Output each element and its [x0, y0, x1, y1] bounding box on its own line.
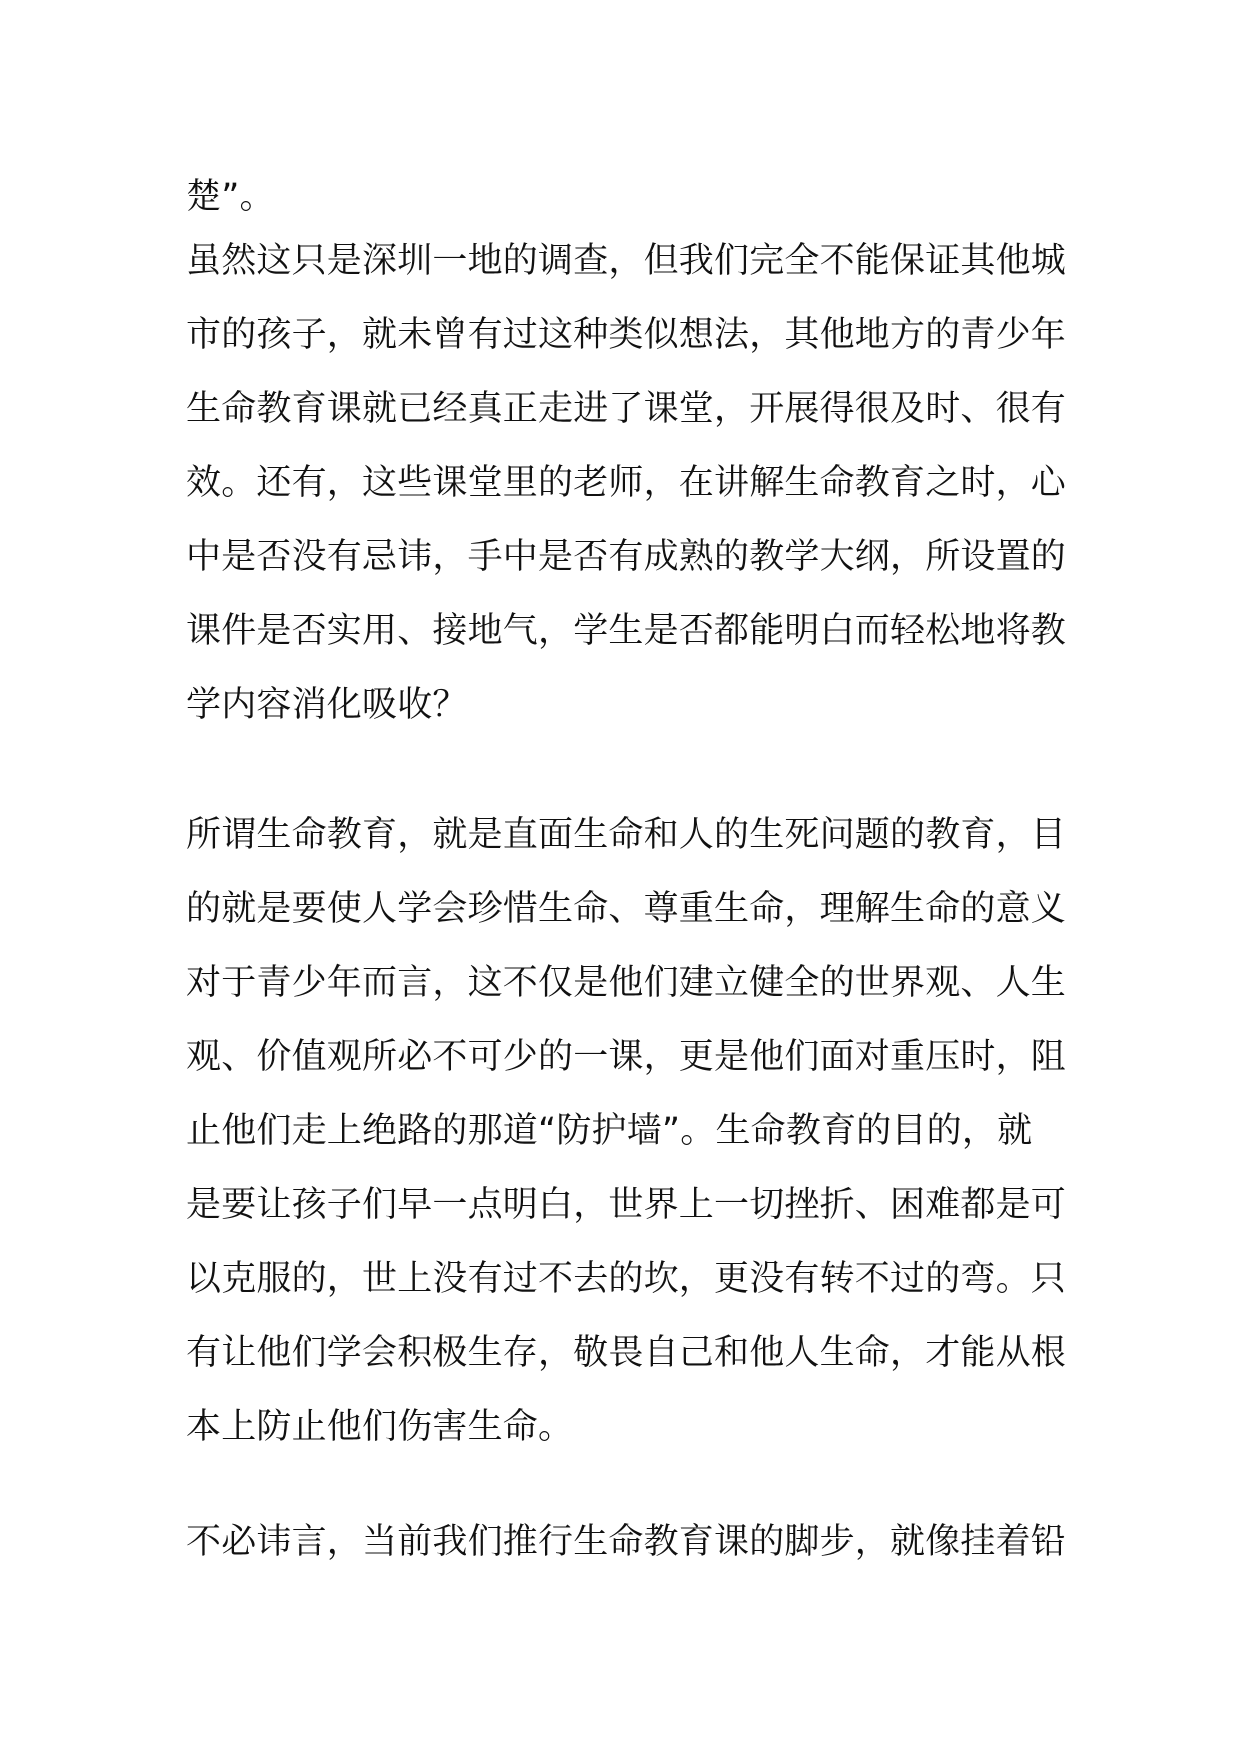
text-line: 中是否没有忌讳，手中是否有成熟的教学大纲，所设置的	[186, 537, 1067, 577]
text-line: 有让他们学会积极生存，敬畏自己和他人生命，才能从根	[186, 1333, 1067, 1373]
text-line: 学内容消化吸收？	[186, 685, 468, 725]
text-line: 是要让孩子们早一点明白，世界上一切挫折、困难都是可	[186, 1185, 1067, 1225]
text-line: 楚”。	[186, 177, 275, 217]
text-line: 虽然这只是深圳一地的调查，但我们完全不能保证其他城	[186, 241, 1067, 281]
text-line: 课件是否实用、接地气，学生是否都能明白而轻松地将教	[186, 611, 1067, 651]
text-line: 的就是要使人学会珍惜生命、尊重生命，理解生命的意义	[186, 889, 1067, 929]
text-line: 所谓生命教育，就是直面生命和人的生死问题的教育，目	[186, 815, 1067, 855]
text-line: 本上防止他们伤害生命。	[186, 1407, 574, 1447]
text-line: 不必讳言，当前我们推行生命教育课的脚步，就像挂着铅	[186, 1522, 1067, 1562]
text-line: 止他们走上绝路的那道“防护墙”。生命教育的目的，就	[186, 1111, 1033, 1151]
text-line: 观、价值观所必不可少的一课，更是他们面对重压时，阻	[186, 1037, 1067, 1077]
text-line: 生命教育课就已经真正走进了课堂，开展得很及时、很有	[186, 389, 1067, 429]
text-line: 市的孩子，就未曾有过这种类似想法，其他地方的青少年	[186, 315, 1067, 355]
text-line: 效。还有，这些课堂里的老师，在讲解生命教育之时，心	[186, 463, 1067, 503]
text-line: 以克服的，世上没有过不去的坎，更没有转不过的弯。只	[186, 1259, 1067, 1299]
text-line: 对于青少年而言，这不仅是他们建立健全的世界观、人生	[186, 963, 1067, 1003]
